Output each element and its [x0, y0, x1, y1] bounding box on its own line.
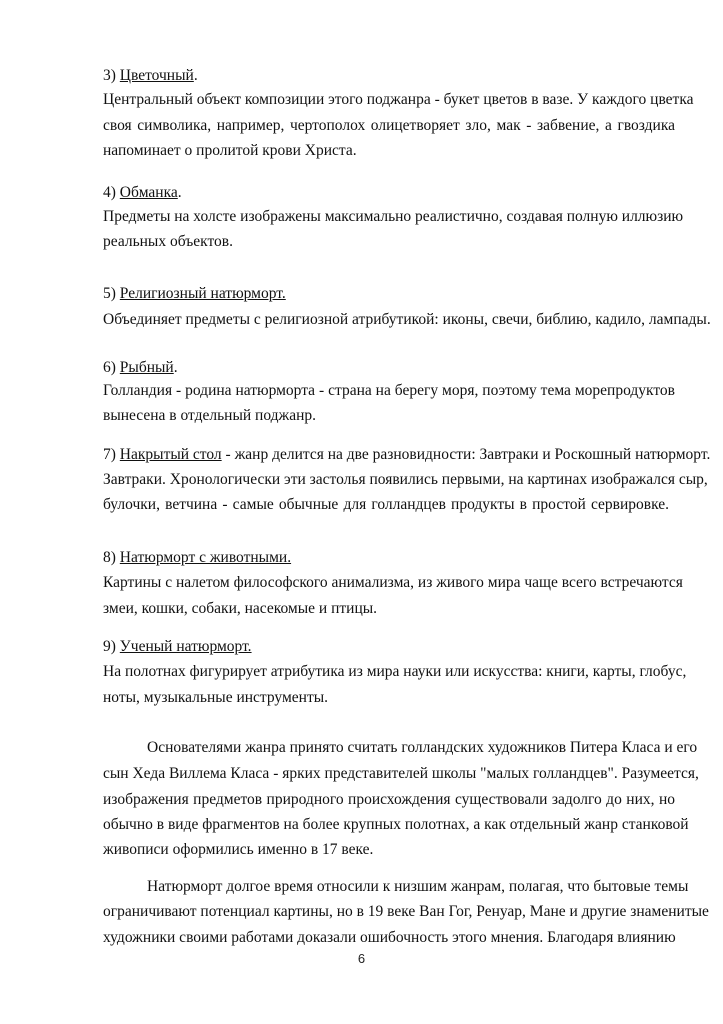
- section-9-line-2: ноты, музыкальные инструменты.: [103, 689, 329, 706]
- page-number: 6: [357, 951, 366, 966]
- paragraph-1-line-2: сын Хеда Виллема Класа - ярких представителей школы "малых голландцев". Разумеется,: [103, 765, 699, 782]
- section-8-line-1: Картины с налетом философского анимализма, из живого мира чаще всего встречаются: [103, 574, 683, 591]
- section-4-title: Обманка: [119, 184, 178, 201]
- section-7-title: Накрытый стол: [119, 446, 222, 463]
- section-5-heading: 5) Религиозный натюрморт.: [103, 285, 286, 302]
- section-3-heading: 3) Цветочный.: [103, 67, 198, 84]
- section-6-line-1: Голландия - родина натюрморта - страна на берегу моря, поэтому тема морепродуктов: [103, 382, 675, 399]
- section-6-heading: 6) Рыбный.: [103, 359, 178, 376]
- section-3-line-1: Центральный объект композиции этого поджанра - букет цветов в вазе. У каждого цветка: [103, 91, 694, 108]
- section-3-line-3: напоминает о пролитой крови Христа.: [103, 142, 357, 159]
- paragraph-2-line-2: ограничивают потенциал картины, но в 19 веке Ван Гог, Ренуар, Мане и другие знаменитые: [103, 903, 709, 920]
- section-7-line-1: Завтраки. Хронологически эти застолья появились первыми, на картинах изображался сыр,: [103, 471, 708, 488]
- section-5-line-1: Объединяет предметы с религиозной атрибутикой: иконы, свечи, библию, кадило, лампады.: [103, 311, 711, 328]
- paragraph-1-line-5: живописи оформились именно в 17 веке.: [103, 841, 374, 858]
- paragraph-1-line-1: Основателями жанра принято считать голландских художников Питера Класа и его: [147, 739, 698, 756]
- section-8-title: Натюрморт с животными.: [119, 549, 292, 566]
- section-3-line-2: своя символика, например, чертополох олицетворяет зло, мак - забвение, а гвоздика: [103, 117, 675, 134]
- section-8-heading: 8) Натюрморт с животными.: [103, 549, 292, 566]
- section-6-line-2: вынесена в отдельный поджанр.: [103, 407, 317, 424]
- section-7-heading: 7) Накрытый стол - жанр делится на две разновидности: Завтраки и Роскошный натюрморт.: [103, 446, 711, 463]
- section-7-line-2: булочки, ветчина - самые обычные для голландцев продукты в простой сервировке.: [103, 496, 669, 513]
- section-9-heading: 9) Ученый натюрморт.: [103, 638, 252, 655]
- paragraph-2-line-3: художники своими работами доказали ошибочность этого мнения. Благодаря влиянию: [103, 929, 676, 946]
- paragraph-1-line-4: обычно в виде фрагментов на более крупных полотнах, а как отдельный жанр станковой: [103, 816, 689, 833]
- paragraph-2-line-1: Натюрморт долгое время относили к низшим жанрам, полагая, что бытовые темы: [147, 878, 689, 895]
- section-3-title: Цветочный: [119, 67, 194, 84]
- section-6-title: Рыбный: [119, 359, 174, 376]
- section-9-line-1: На полотнах фигурирует атрибутика из мира науки или искусства: книги, карты, глобус,: [103, 663, 687, 680]
- section-9-title: Ученый натюрморт.: [119, 638, 252, 655]
- section-4-line-1: Предметы на холсте изображены максимально реалистично, создавая полную иллюзию: [103, 208, 684, 225]
- paragraph-1-line-3: изображения предметов природного происхождения существовали задолго до них, но: [103, 791, 675, 808]
- section-8-line-2: змеи, кошки, собаки, насекомые и птицы.: [103, 600, 378, 617]
- section-5-title: Религиозный натюрморт.: [119, 285, 286, 302]
- section-4-line-2: реальных объектов.: [103, 233, 233, 250]
- section-4-heading: 4) Обманка.: [103, 184, 182, 201]
